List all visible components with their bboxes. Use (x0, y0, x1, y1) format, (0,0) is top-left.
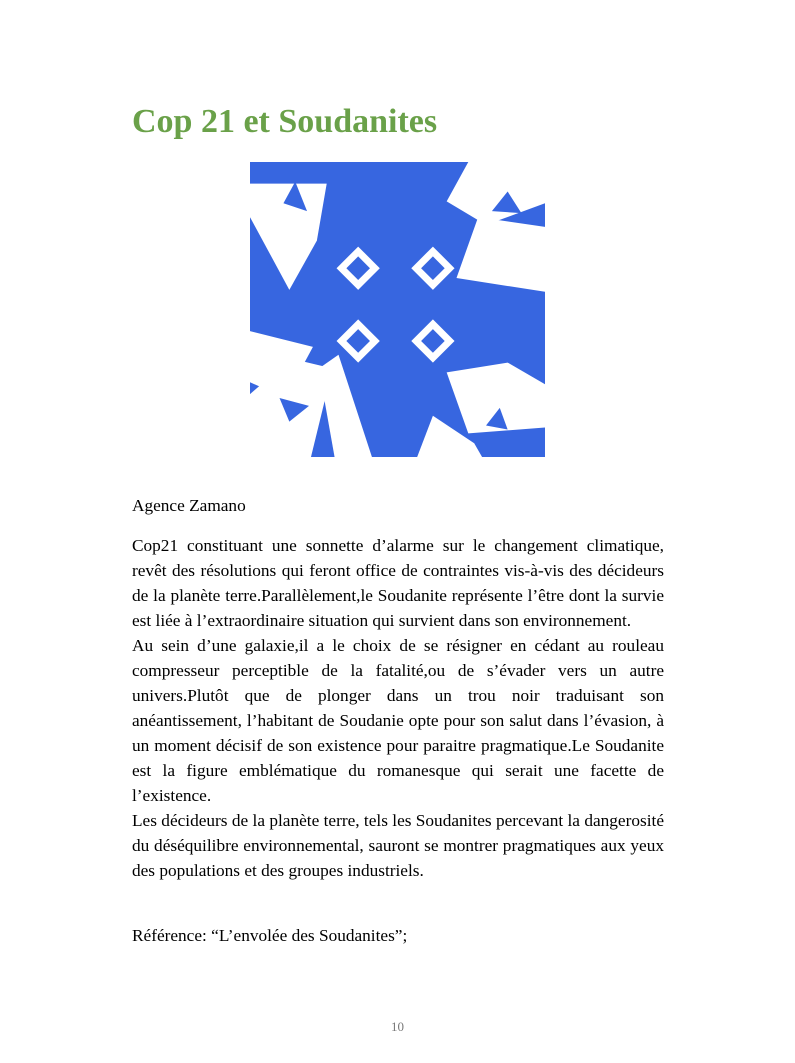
article-paragraph-1: Cop21 constituant une sonnette d’alarme sur le changement climatique, revêt des résolutions qui feront office de contraintes vis-à-vis des décideurs de la planète terre.Parallèlement,le Soudanite représente l’être dont la survie est liée à l’extraordinaire situation qui survient dans son environnement. (132, 536, 664, 630)
pattern-logo-image (250, 162, 545, 457)
page-title: Cop 21 et Soudanites (132, 103, 438, 140)
article-body (132, 533, 664, 883)
agency-name: Agence Zamano (132, 496, 246, 515)
article-paragraph-2: Au sein d’une galaxie,il a le choix de se résigner en cédant au rouleau compresseur perceptible de la fatalité,ou de s’évader vers un autre univers.Plutôt que de plonger dans un trou noir traduisant son anéantissement, l’habitant de Soudanie opte pour son salut dans l’évasion, à un moment décisif de son existence pour paraitre pragmatique.Le Soudanite est la figure emblématique du romanesque qui serait une facette de l’existence. (132, 636, 664, 805)
reference-line: Référence: “L’envolée des Soudanites”; (132, 926, 408, 945)
geometric-pattern-icon (250, 162, 545, 457)
page-number: 10 (391, 1019, 404, 1034)
article-paragraph-3: Les décideurs de la planète terre, tels les Soudanites percevant la dangerosité du déséquilibre environnemental, sauront se montrer pragmatiques aux yeux des populations et des groupes industriels. (132, 811, 664, 880)
